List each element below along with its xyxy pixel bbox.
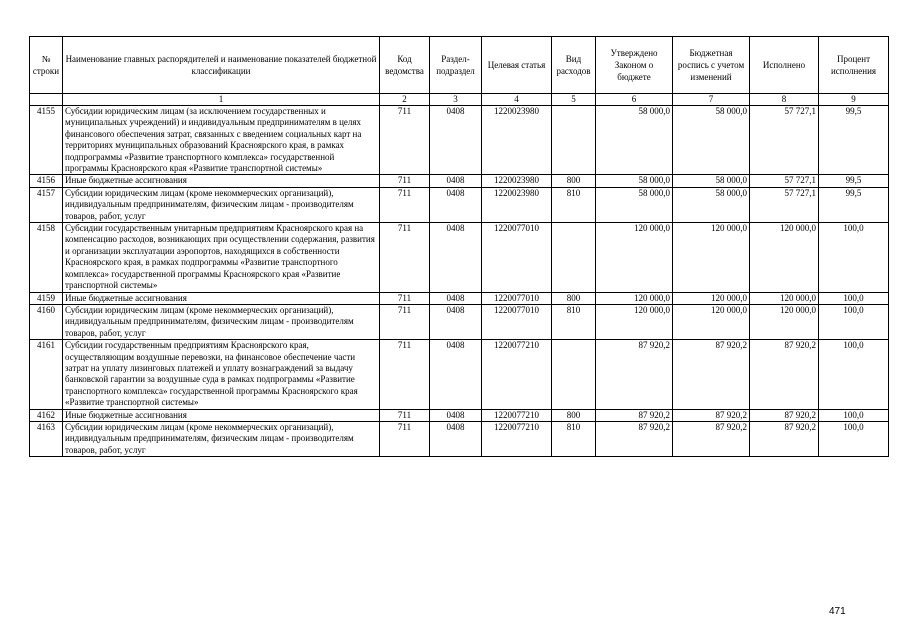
- row-executed: 57 727,1: [750, 187, 819, 222]
- row-schedule: 87 920,2: [673, 421, 750, 456]
- row-target-item: 1220077010: [482, 292, 552, 304]
- row-target-item: 1220023980: [482, 175, 552, 187]
- row-expense-type: [552, 223, 596, 292]
- budget-document: [29, 36, 889, 457]
- row-target-item: 1220077210: [482, 409, 552, 421]
- row-number: 4162: [30, 409, 63, 421]
- row-name: Субсидии юридическим лицам (кроме некоммерческих организаций), индивидуальным предпринимателям, физическим лицам - производителям товаров, работ, услуг: [63, 187, 380, 222]
- table-row: [30, 223, 889, 292]
- row-number: 4155: [30, 106, 63, 175]
- column-number: [30, 94, 63, 106]
- table-row: [30, 106, 889, 175]
- table-body: [30, 106, 889, 457]
- row-name: Субсидии государственным предприятиям Красноярского края, осуществляющим воздушные перевозки, на финансовое обеспечение части затрат на уплату лизинговых платежей и уплату вознаграждений за выдачу банковской гарантии за воздушные суда в рамках подпрограммы «Развитие транспортного комплекса» государственной программы Красноярского края «Развитие транспортной системы»: [63, 340, 380, 409]
- header-executed: Исполнено: [750, 37, 819, 94]
- row-name: Субсидии юридическим лицам (за исключением государственных и муниципальных учреждений) и индивидуальным предпринимателям в целях финансового обеспечения затрат, связанных с введением социальных карт на территориях муниципальных образований Красноярского края, в рамках подпрограммы «Развитие транспортного комплекса» государственной программы Красноярского края «Развитие транспортной системы»: [63, 106, 380, 175]
- column-number: 3: [430, 94, 482, 106]
- row-name: Субсидии юридическим лицам (кроме некоммерческих организаций), индивидуальным предпринимателям, физическим лицам - производителям товаров, работ, услуг: [63, 304, 380, 339]
- column-number: 2: [380, 94, 430, 106]
- table-row: [30, 304, 889, 339]
- row-number: 4157: [30, 187, 63, 222]
- row-dept-code: 711: [380, 292, 430, 304]
- row-number: 4163: [30, 421, 63, 456]
- row-target-item: 1220023980: [482, 106, 552, 175]
- header-expense-type: Вид расходов: [552, 37, 596, 94]
- row-approved: 87 920,2: [596, 421, 673, 456]
- column-number: 4: [482, 94, 552, 106]
- column-number: 6: [596, 94, 673, 106]
- row-number: 4156: [30, 175, 63, 187]
- header-section: Раздел-подраздел: [430, 37, 482, 94]
- row-executed: 87 920,2: [750, 409, 819, 421]
- row-number: 4158: [30, 223, 63, 292]
- row-approved: 87 920,2: [596, 340, 673, 409]
- row-dept-code: 711: [380, 340, 430, 409]
- row-expense-type: [552, 340, 596, 409]
- row-target-item: 1220077210: [482, 421, 552, 456]
- row-percent: 99,5: [819, 106, 889, 175]
- row-dept-code: 711: [380, 421, 430, 456]
- row-percent: 99,5: [819, 175, 889, 187]
- row-approved: 120 000,0: [596, 292, 673, 304]
- table-row: [30, 187, 889, 222]
- row-target-item: 1220077210: [482, 340, 552, 409]
- row-executed: 87 920,2: [750, 340, 819, 409]
- row-approved: 120 000,0: [596, 304, 673, 339]
- row-expense-type: 810: [552, 304, 596, 339]
- row-percent: 100,0: [819, 292, 889, 304]
- row-dept-code: 711: [380, 223, 430, 292]
- row-dept-code: 711: [380, 175, 430, 187]
- row-expense-type: 800: [552, 175, 596, 187]
- page-number: 471: [829, 606, 846, 617]
- row-dept-code: 711: [380, 409, 430, 421]
- row-percent: 99,5: [819, 187, 889, 222]
- header-percent: Процент исполнения: [819, 37, 889, 94]
- row-section: 0408: [430, 421, 482, 456]
- row-expense-type: [552, 106, 596, 175]
- row-schedule: 58 000,0: [673, 106, 750, 175]
- row-section: 0408: [430, 409, 482, 421]
- row-section: 0408: [430, 187, 482, 222]
- row-dept-code: 711: [380, 106, 430, 175]
- row-approved: 87 920,2: [596, 409, 673, 421]
- row-target-item: 1220077010: [482, 223, 552, 292]
- row-schedule: 120 000,0: [673, 304, 750, 339]
- row-number: 4159: [30, 292, 63, 304]
- column-number: 9: [819, 94, 889, 106]
- row-target-item: 1220077010: [482, 304, 552, 339]
- row-approved: 58 000,0: [596, 106, 673, 175]
- row-percent: 100,0: [819, 304, 889, 339]
- row-percent: 100,0: [819, 409, 889, 421]
- row-executed: 120 000,0: [750, 223, 819, 292]
- column-number: 7: [673, 94, 750, 106]
- row-expense-type: 800: [552, 292, 596, 304]
- row-approved: 120 000,0: [596, 223, 673, 292]
- column-number: 8: [750, 94, 819, 106]
- row-number: 4161: [30, 340, 63, 409]
- row-approved: 58 000,0: [596, 187, 673, 222]
- row-executed: 120 000,0: [750, 304, 819, 339]
- header-schedule: Бюджетная роспись с учетом изменений: [673, 37, 750, 94]
- table-row: [30, 409, 889, 421]
- table-row: [30, 340, 889, 409]
- row-schedule: 87 920,2: [673, 340, 750, 409]
- table-row: [30, 292, 889, 304]
- row-executed: 57 727,1: [750, 175, 819, 187]
- row-executed: 120 000,0: [750, 292, 819, 304]
- row-expense-type: 810: [552, 421, 596, 456]
- row-percent: 100,0: [819, 223, 889, 292]
- row-section: 0408: [430, 223, 482, 292]
- row-percent: 100,0: [819, 421, 889, 456]
- row-name: Иные бюджетные ассигнования: [63, 409, 380, 421]
- row-target-item: 1220023980: [482, 187, 552, 222]
- row-percent: 100,0: [819, 340, 889, 409]
- row-expense-type: 800: [552, 409, 596, 421]
- table-row: [30, 175, 889, 187]
- header-target-item: Целевая статья: [482, 37, 552, 94]
- row-name: Иные бюджетные ассигнования: [63, 175, 380, 187]
- table-row: [30, 421, 889, 456]
- header-name: Наименование главных распорядителей и наименование показателей бюджетной классификации: [63, 37, 380, 94]
- row-name: Субсидии государственным унитарным предприятиям Красноярского края на компенсацию расходов, возникающих при осуществлении содержания, развития и организации эксплуатации аэропортов, находящихся в собственности Красноярского края, в рамках подпрограммы «Развитие транспортного комплекса» государственной программы Красноярского края «Развитие транспортной системы»: [63, 223, 380, 292]
- row-section: 0408: [430, 304, 482, 339]
- row-dept-code: 711: [380, 304, 430, 339]
- header-approved: Утверждено Законом о бюджете: [596, 37, 673, 94]
- column-number: 5: [552, 94, 596, 106]
- row-expense-type: 810: [552, 187, 596, 222]
- row-executed: 57 727,1: [750, 106, 819, 175]
- row-number: 4160: [30, 304, 63, 339]
- row-schedule: 120 000,0: [673, 223, 750, 292]
- row-dept-code: 711: [380, 187, 430, 222]
- row-name: Субсидии юридическим лицам (кроме некоммерческих организаций), индивидуальным предпринимателям, физическим лицам - производителям товаров, работ, услуг: [63, 421, 380, 456]
- row-name: Иные бюджетные ассигнования: [63, 292, 380, 304]
- header-dept-code: Код ведомства: [380, 37, 430, 94]
- row-executed: 87 920,2: [750, 421, 819, 456]
- row-section: 0408: [430, 292, 482, 304]
- row-schedule: 58 000,0: [673, 175, 750, 187]
- header-row: [30, 37, 889, 94]
- column-number-row: [30, 94, 889, 106]
- column-number: 1: [63, 94, 380, 106]
- row-section: 0408: [430, 106, 482, 175]
- row-section: 0408: [430, 175, 482, 187]
- row-schedule: 120 000,0: [673, 292, 750, 304]
- header-row-number: № строки: [30, 37, 63, 94]
- row-schedule: 87 920,2: [673, 409, 750, 421]
- budget-table: [29, 36, 889, 457]
- row-approved: 58 000,0: [596, 175, 673, 187]
- row-section: 0408: [430, 340, 482, 409]
- row-schedule: 58 000,0: [673, 187, 750, 222]
